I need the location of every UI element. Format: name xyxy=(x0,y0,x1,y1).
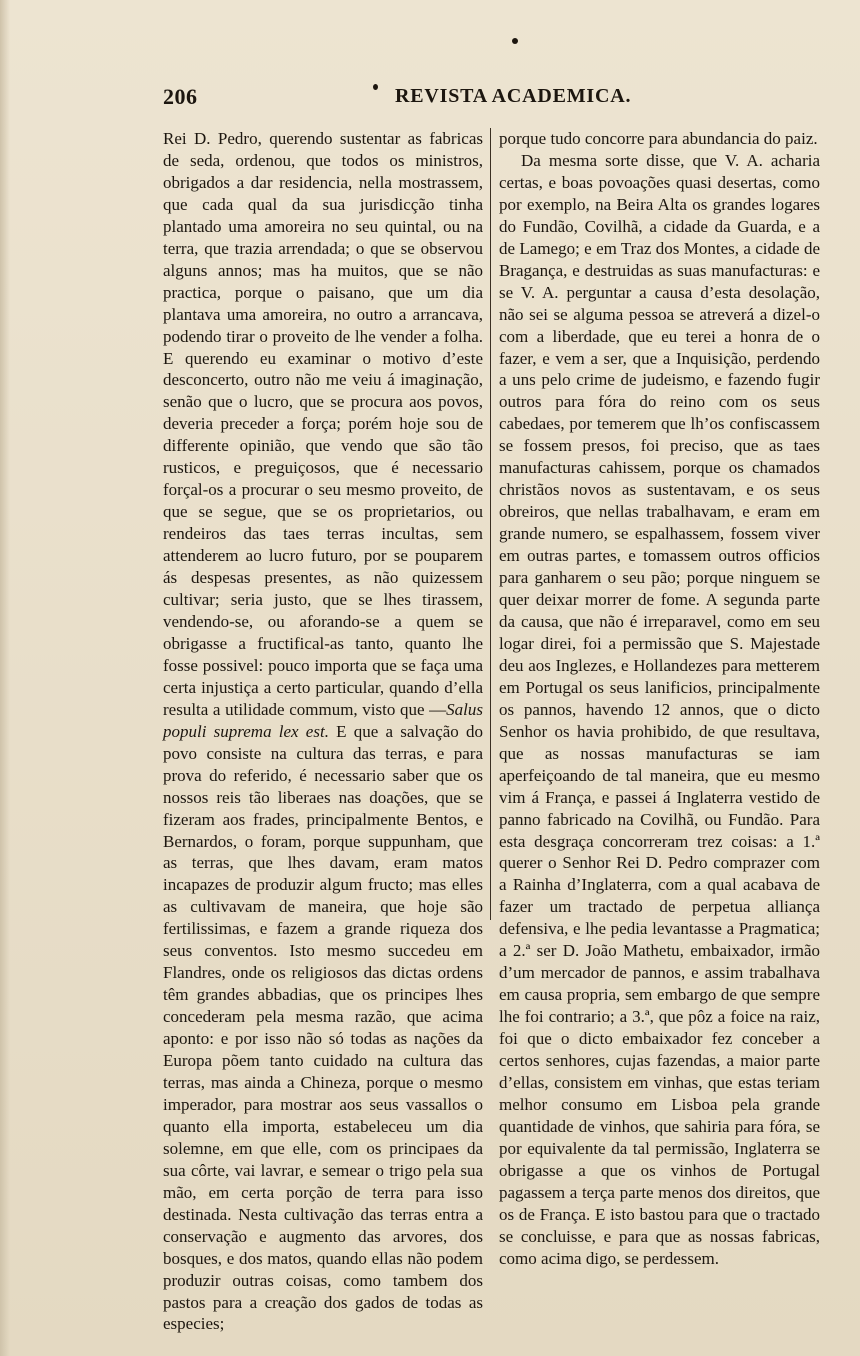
right-column xyxy=(499,128,820,1268)
ink-speck xyxy=(512,38,518,44)
left-paragraph xyxy=(163,128,483,1335)
running-header xyxy=(163,84,823,114)
right-paragraph-continuation: porque tudo concorre para abundancia do paiz. xyxy=(499,129,818,148)
left-paragraph-end: E que a salvação do povo consiste na cultura das terras, e para prova do referido, é necessario saber que os nossos reis tão liberaes nas doações, que se fizeram aos frades, principalmente Bentos, e Bernardos, o foram, porque suppunham, que as terras, que lhes davam, eram matos incapazes de produzir algum fructo; mas elles as cultivavam de maneira, que hoje são fertilissimas, e fazem a grande riqueza dos seus conventos. Isto mesmo succedeu em Flandres, onde os religiosos das dictas ordens têm grandes abbadias, que os principes lhes concederam pela mesma razão, que acima aponto: e por isso não só todas as nações da Europa põem tanto cuidado na cultura das terras, mas ainda a Chineza, porque o mesmo imperador, para mostrar aos seus vassallos o quanto ella importa, estabeleceu um dia solemne, em que elle, com os principaes da sua côrte, vai lavrar, e semear o trigo pela sua mão, em certa porção de terra para isso destinada. Nesta cultivação das terras entra a conservação e augmento das arvores, dos bosques, e dos matos, quando ellas não podem produzir outras coisas, como tambem dos pastos para a creação dos gados de todas as especies; xyxy=(163,721,483,1334)
page-edge-shadow xyxy=(0,0,10,1356)
left-paragraph-start: Rei D. Pedro, querendo sustentar as fabricas de seda, ordenou, que todos os ministros, obrigados a dar residencia, nella mostrassem, que cada qual da sua jurisdicção tinha plantado uma amoreira no seu quintal, ou na terra, que trazia arrendada; o que se observou alguns annos; mas ha muitos, que se não practica, porque o paisano, que um dia plantava uma amoreira, no outro a arrancava, podendo tirar o proveito de lhe vender a folha. E querendo eu examinar o motivo d’este desconcerto, outro não me veiu á imaginação, senão que o lucro, que se procura aos povos, deveria preceder a força; porém hoje sou de differente opinião, que vendo que são tão rusticos, e preguiçosos, que é necessario forçal-os a procurar o seu mesmo proveito, de que se segue, que se os proprietarios, ou rendeiros das taes terras incultas, sem attenderem ao lucro futuro, por se pouparem ás despesas presentes, as não quizessem cultivar; seria justo, que se lhes tirassem, vendendo-se, ou aforando-se a quem se obrigasse a fructifical-as tanto, quanto lhe fosse possivel: pouco importa que se faça uma certa injustiça a certo particular, quando d’ella resulta a utilidade commum, visto que — xyxy=(163,129,483,719)
column-divider xyxy=(490,128,491,920)
left-column xyxy=(163,128,483,1334)
running-title: REVISTA ACADEMICA. xyxy=(395,85,632,107)
latin-quote: Salus populi suprema lex est. xyxy=(163,699,483,741)
page-number: 206 xyxy=(163,84,198,109)
right-paragraph: Da mesma sorte disse, que V. A. acharia certas, e boas povoações quasi desertas, como por exemplo, na Beira Alta os grandes logares do Fundão, Covilhã, a cidade da Guarda, e a de Lamego; e em Traz dos Montes, a cidade de Bragança, e destruidas as suas manufacturas: e se V. A. perguntar a causa d’esta desolação, não sei se alguma pessoa se atreverá a dizel-o com a liberdade, que eu terei a honra de o fazer, e vem a ser, que a Inquisição, perdendo a uns pelo crime de judeismo, e fazendo fugir outros para fóra do reino com os seus cabedaes, por temerem que lh’os confiscassem se fossem presos, foi preciso, que as taes manufacturas cahissem, porque os chamados christãos novos as sustentavam, e os seus obreiros, que nellas trabalhavam, e eram em grande numero, se espalhassem, fossem viver em outras partes, e tomassem outros officios para ganharem o seu pão; porque ninguem se quer deixar morrer de fome. A segunda parte da causa, que não é irreparavel, como em seu logar direi, foi a permissão que S. Majestade deu aos Inglezes, e Hollandezes para metterem em Portugal os seus lanificios, principalmente os pannos, havendo 12 annos, que o dicto Senhor os havia prohibido, de que resultava, que as nossas manufacturas se iam aperfeiçoando de tal maneira, que eu mesmo vim á França, e passei á Inglaterra vestido de panno fabricado na Covilhã, ou Fundão. Para esta desgraça concorreram trez coisas: a 1.ª querer o Senhor Rei D. Pedro comprazer com a Rainha d’Inglaterra, com a qual acabava de fazer um tractado de perpetua alliança defensiva, e lhe pedia levantasse a Pragmatica; a 2.ª ser D. João Mathetu, embaixador, irmão d’um mercador de pannos, e assim trabalhava em causa propria, sem embargo de que sempre lhe foi contrario; a 3.ª, que pôz a foice na raiz, foi que o dicto embaixador fez conceber a certos senhores, cujas fazendas, a maior parte d’ellas, consistem em vinhas, que estas teriam melhor consumo em Lisboa pela grande quantidade de vinhos, que sahiria para fóra, se por equivalente da tal permissão, Inglaterra se obrigasse a que os vinhos de Portugal pagassem a terça parte menos dos direitos, que os de França. E isto bastou para que o tractado se concluisse, e para que as nossas fabricas, como acima digo, se perdessem. xyxy=(499,150,820,1268)
